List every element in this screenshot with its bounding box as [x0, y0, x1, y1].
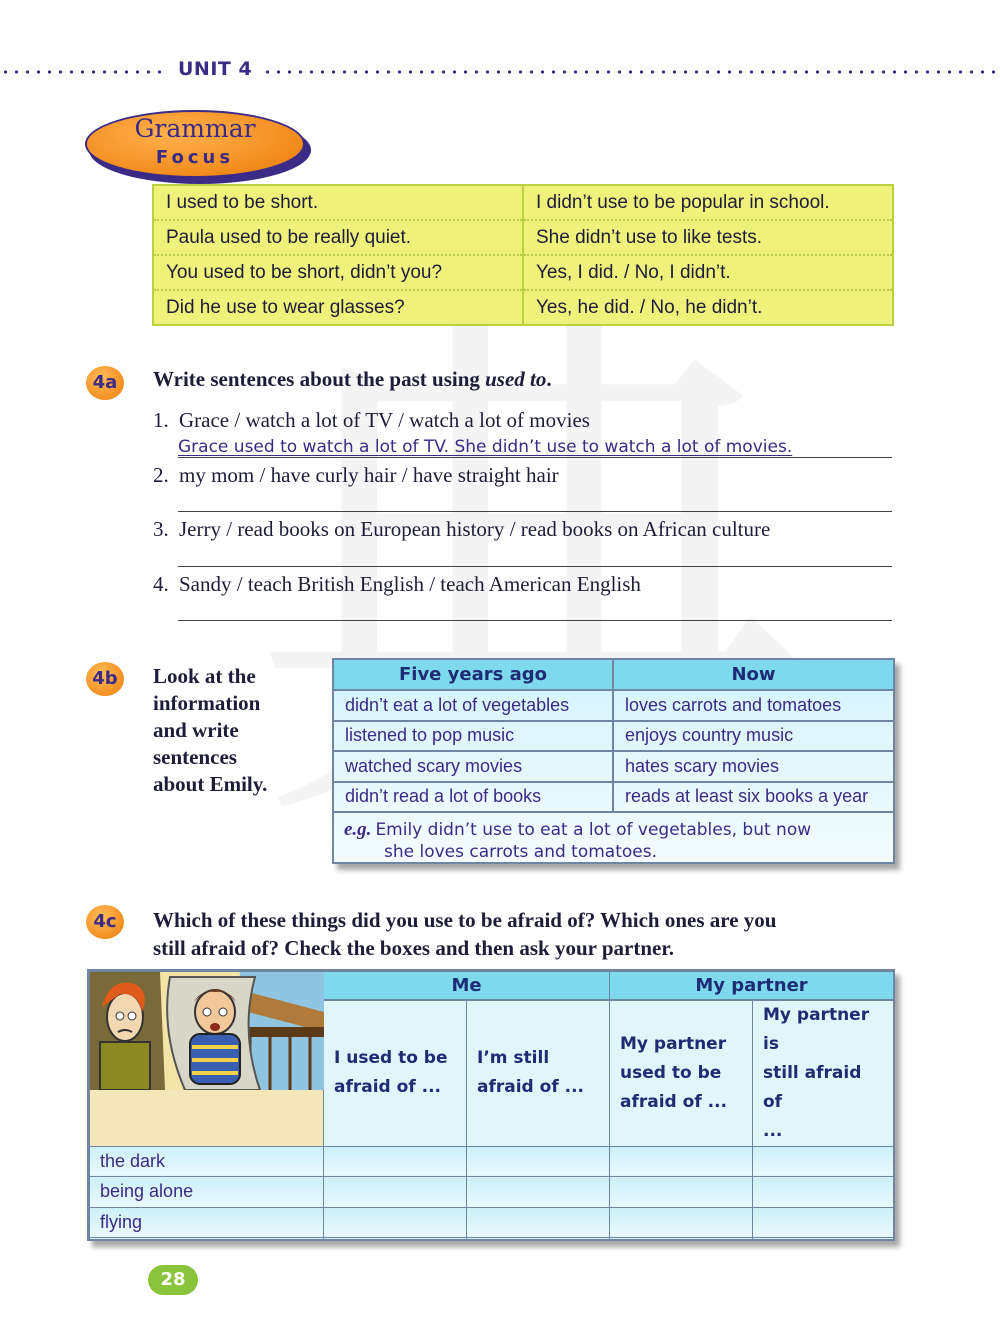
column-header: I used to be afraid of ... [324, 1000, 467, 1147]
checkbox-cell[interactable] [467, 1177, 610, 1208]
afraid-table [89, 971, 894, 1241]
example-answer: Grace used to watch a lot of TV. She didn’t use to watch a lot of movies. [178, 437, 793, 457]
checkbox-cell[interactable] [467, 1238, 610, 1242]
column-header: My partner is still afraid of ... [753, 1000, 894, 1147]
grammar-table [152, 184, 894, 326]
answer-line-1 [178, 457, 892, 458]
afraid-item: being alone [90, 1177, 324, 1208]
example-sentence: e.g. Emily didn’t use to eat a lot of vegetables, but now she loves carrots and tomatoes. [344, 819, 812, 862]
grammar-cell: I didn’t use to be popular in school. [523, 185, 893, 220]
exercise-4c-title: Which of these things did you use to be afraid of? Which ones are you still afraid of? Check the boxes and then ask your partner. [153, 908, 777, 960]
checkbox-cell[interactable] [467, 1207, 610, 1238]
page-number: 28 [148, 1265, 198, 1295]
checkbox-cell[interactable] [753, 1207, 894, 1238]
answer-line-3[interactable] [178, 566, 892, 567]
grammar-focus-badge [85, 110, 309, 182]
table-row [90, 1146, 894, 1177]
unit-header [0, 56, 1000, 86]
afraid-item [90, 1238, 324, 1242]
exercise-badge-4b: 4b [86, 662, 124, 696]
exercise-item-1: 1. Grace / watch a lot of TV / watch a lot of movies [153, 408, 590, 432]
table-row: watched scary movies hates scary movies [334, 751, 893, 782]
table-row [153, 255, 893, 290]
exercise-item-3: 3. Jerry / read books on European history / read books on African culture [153, 517, 771, 541]
table-row: didn’t eat a lot of vegetables loves carrots and tomatoes [334, 690, 893, 721]
checkbox-cell[interactable] [467, 1146, 610, 1177]
grammar-cell: Did he use to wear glasses? [153, 290, 523, 325]
table-row [90, 1207, 894, 1238]
table-row [153, 185, 893, 220]
checkbox-cell[interactable] [753, 1146, 894, 1177]
exercise-badge-4c: 4c [86, 905, 124, 939]
column-header: Now [613, 660, 893, 690]
checkbox-cell[interactable] [753, 1177, 894, 1208]
grammar-cell: She didn’t use to like tests. [523, 220, 893, 255]
grammar-cell: Yes, he did. / No, he didn’t. [536, 296, 763, 318]
exercise-item-2: 2. my mom / have curly hair / have straight hair [153, 463, 559, 487]
exercise-4a-title: Write sentences about the past using used to. [153, 367, 552, 391]
checkbox-cell[interactable] [324, 1146, 467, 1177]
scared-people-illustration [90, 972, 324, 1090]
grammar-focus-subtitle: Focus [155, 147, 235, 168]
cartoon-illustration [90, 972, 324, 1147]
table-row [153, 220, 893, 255]
emily-info-box [332, 658, 895, 864]
checkbox-cell[interactable] [324, 1177, 467, 1208]
afraid-item: flying [90, 1207, 324, 1238]
exercise-badge-4a: 4a [86, 366, 124, 400]
answer-line-4[interactable] [178, 620, 892, 621]
answer-line-2[interactable] [178, 511, 892, 512]
table-row [153, 290, 893, 325]
grammar-cell: I used to be short. [153, 185, 523, 220]
table-row: didn’t read a lot of books reads at least six books a year [334, 782, 893, 813]
grammar-cell: Yes, I did. / No, I didn’t. [523, 255, 893, 290]
column-header: I’m still afraid of ... [467, 1000, 610, 1147]
table-row [90, 1177, 894, 1208]
dotted-rule-left [0, 70, 166, 74]
checkbox-cell[interactable] [610, 1146, 753, 1177]
table-row: listened to pop music enjoys country music [334, 721, 893, 752]
checkbox-cell[interactable] [753, 1238, 894, 1242]
grammar-focus-title: Grammar [134, 114, 256, 143]
table-row [90, 1238, 894, 1242]
unit-label: UNIT 4 [178, 58, 253, 80]
afraid-checklist [87, 969, 895, 1241]
afraid-item: the dark [90, 1146, 324, 1177]
grammar-cell: You used to be short, didn’t you? [153, 255, 523, 290]
column-header: Five years ago [334, 660, 613, 690]
group-header-partner: My partner [610, 972, 894, 1000]
checkbox-cell[interactable] [324, 1207, 467, 1238]
checkbox-cell[interactable] [610, 1177, 753, 1208]
column-header: My partner used to be afraid of ... [610, 1000, 753, 1147]
exercise-item-4: 4. Sandy / teach British English / teach American English [153, 572, 641, 596]
checkbox-cell[interactable] [610, 1238, 753, 1242]
checkbox-cell[interactable] [610, 1207, 753, 1238]
grammar-cell: Paula used to be really quiet. [153, 220, 523, 255]
emily-table [334, 660, 893, 813]
exercise-4b-instruction: Look at the information and write sentences about Emily. [153, 664, 268, 796]
dotted-rule-right [262, 70, 1000, 74]
group-header-me: Me [324, 972, 610, 1000]
checkbox-cell[interactable] [324, 1238, 467, 1242]
